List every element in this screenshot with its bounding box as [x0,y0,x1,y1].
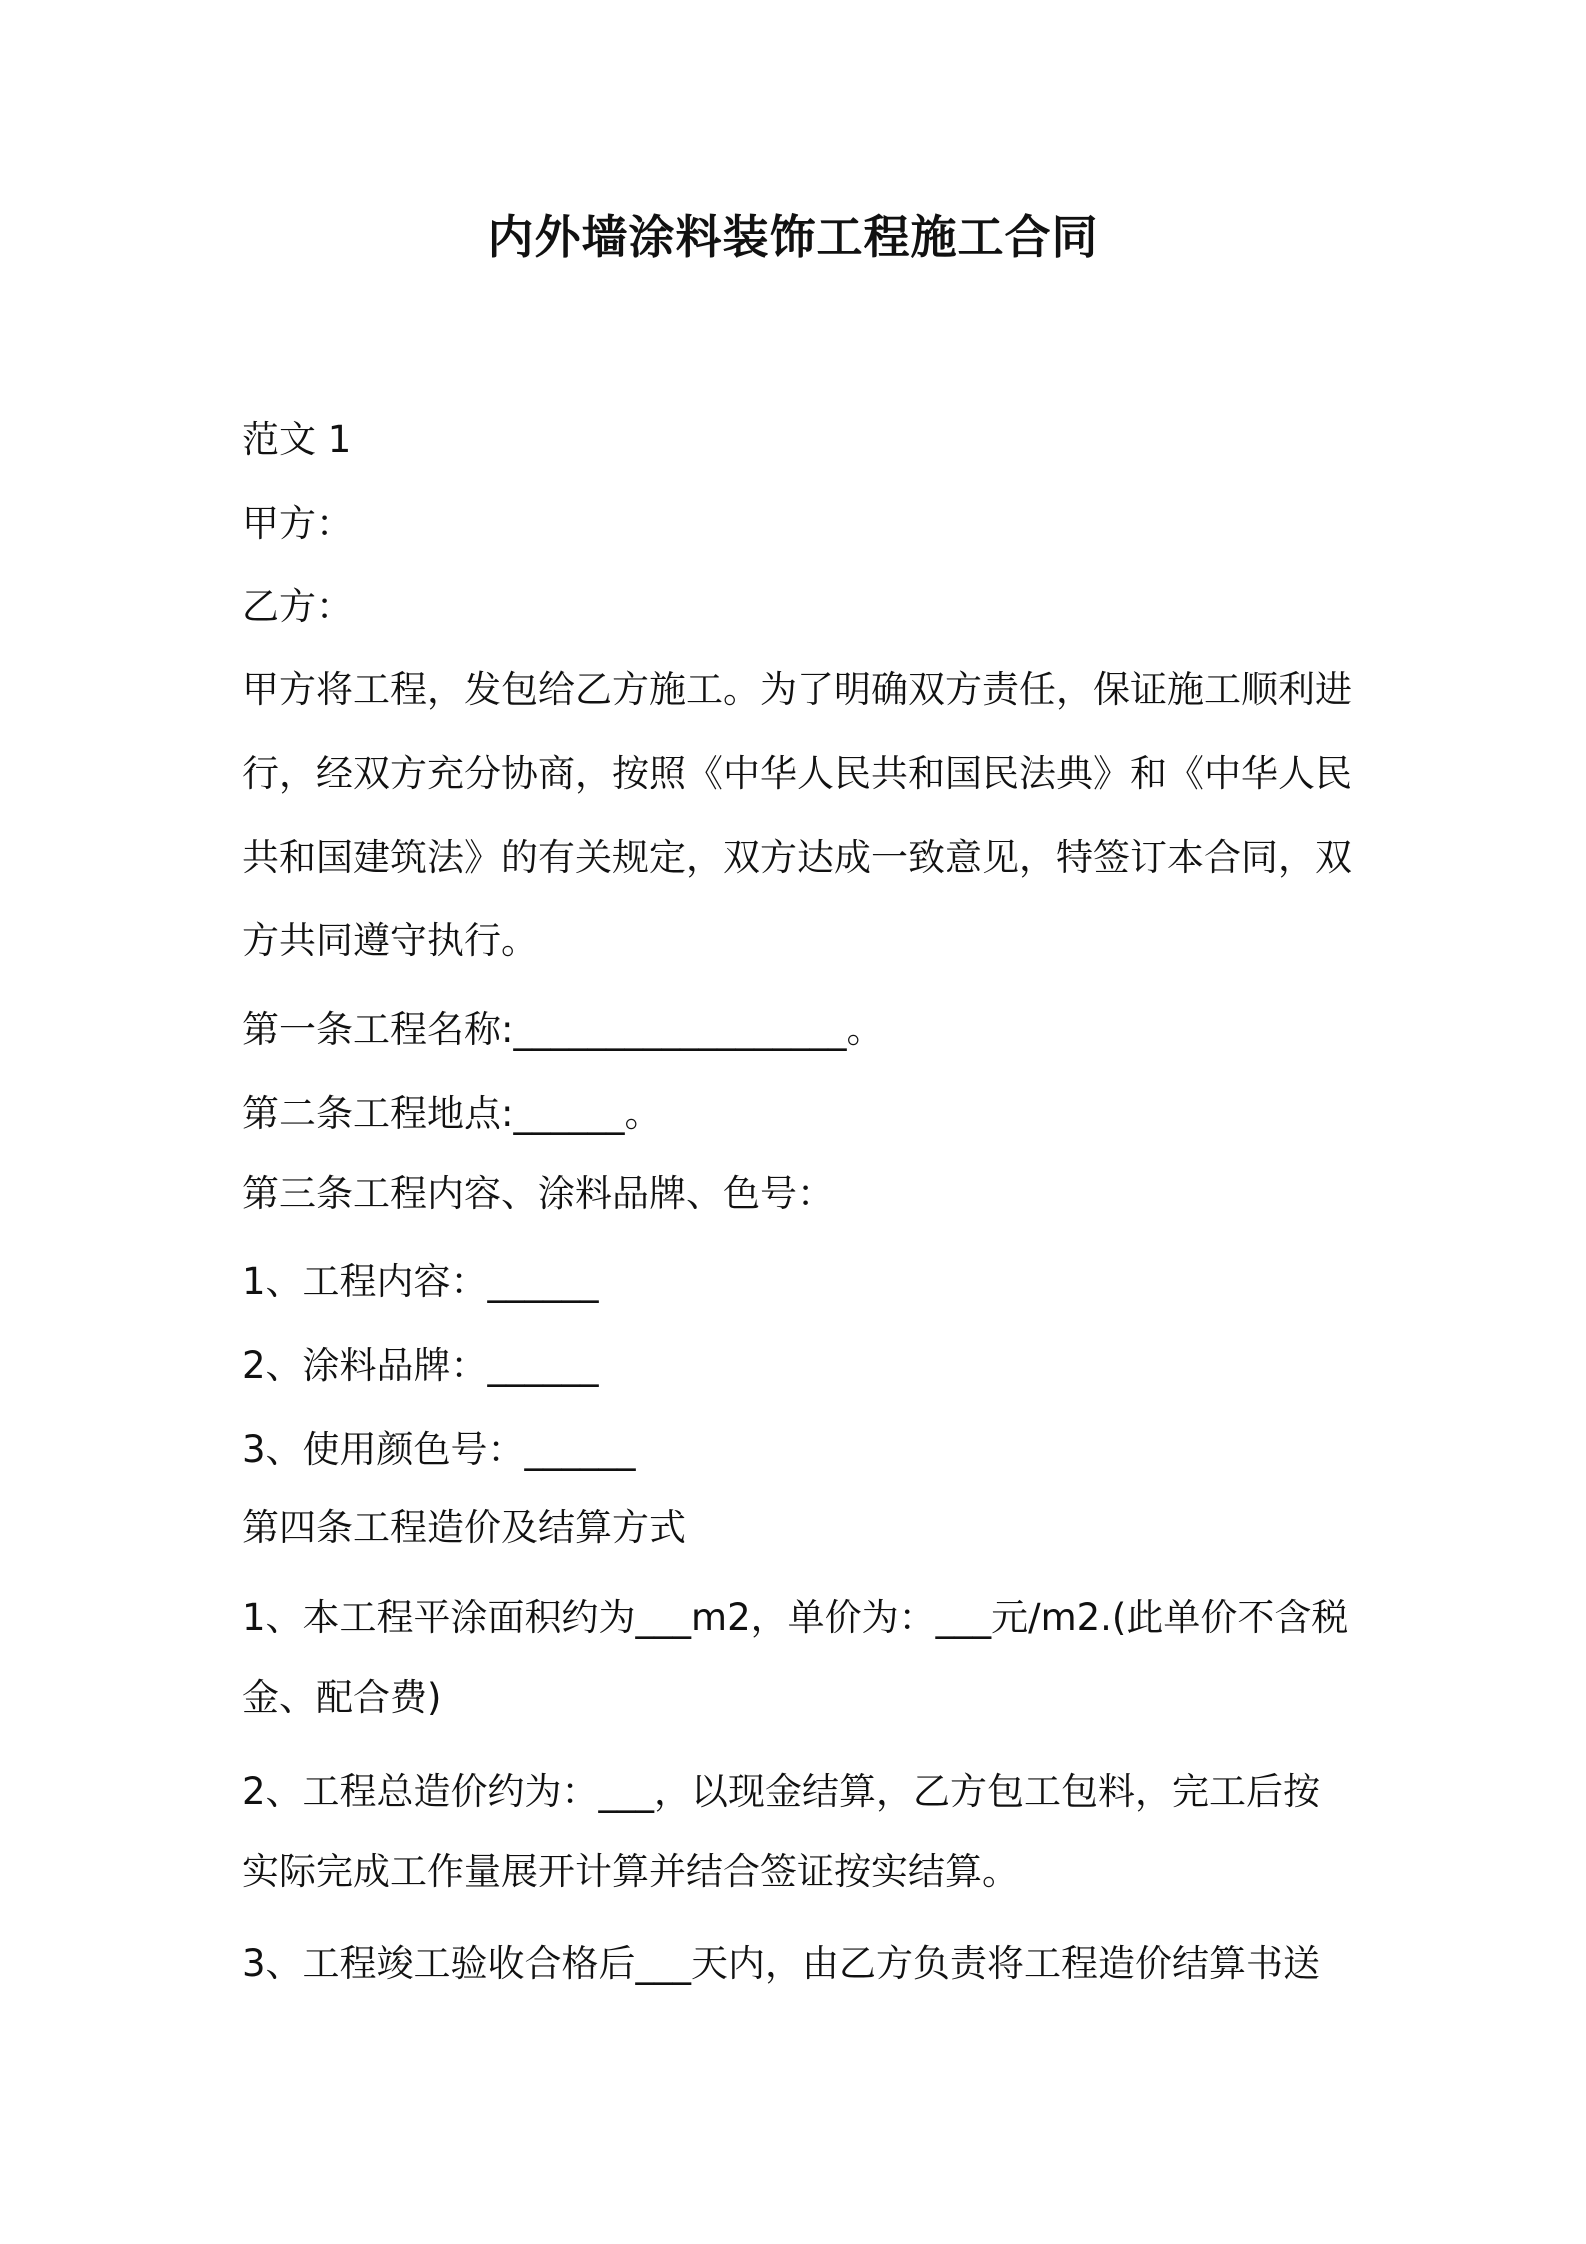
preamble-line-1: 甲方将工程，发包给乙方施工。为了明确双方责任，保证施工顺利进 [242,668,1352,711]
party-b-label: 乙方： [242,585,353,628]
article-4-item-1-line-2: 金、配合费) [242,1676,442,1719]
preamble-line-3: 共和国建筑法》的有关规定，双方达成一致意见，特签订本合同，双 [242,836,1352,879]
preamble-line-4: 方共同遵守执行。 [242,919,538,962]
sample-label: 范文 1 [242,418,352,461]
article-3-item-1: 1、工程内容：______ [242,1260,599,1303]
article-4-item-2-line-2: 实际完成工作量展开计算并结合签证按实结算。 [242,1850,1019,1893]
article-4-item-3-line-1: 3、工程竣工验收合格后___天内，由乙方负责将工程造价结算书送 [242,1942,1321,1985]
article-4-item-2-line-1: 2、工程总造价约为：___，以现金结算，乙方包工包料，完工后按 [242,1770,1321,1813]
article-3-item-3: 3、使用颜色号：______ [242,1428,636,1471]
article-3-heading: 第三条工程内容、涂料品牌、色号： [242,1172,834,1215]
article-1-project-name: 第一条工程名称:__________________。 [242,1008,884,1051]
document-title: 内外墙涂料装饰工程施工合同 [487,210,1099,264]
article-3-item-2: 2、涂料品牌：______ [242,1344,599,1387]
party-a-label: 甲方： [242,502,353,545]
preamble-line-2: 行，经双方充分协商，按照《中华人民共和国民法典》和《中华人民 [242,752,1352,795]
article-2-project-site: 第二条工程地点:______。 [242,1092,662,1135]
article-4-item-1-line-1: 1、本工程平涂面积约为___m2，单价为：___元/m2.(此单价不含税 [242,1596,1349,1639]
article-4-heading: 第四条工程造价及结算方式 [242,1506,686,1549]
